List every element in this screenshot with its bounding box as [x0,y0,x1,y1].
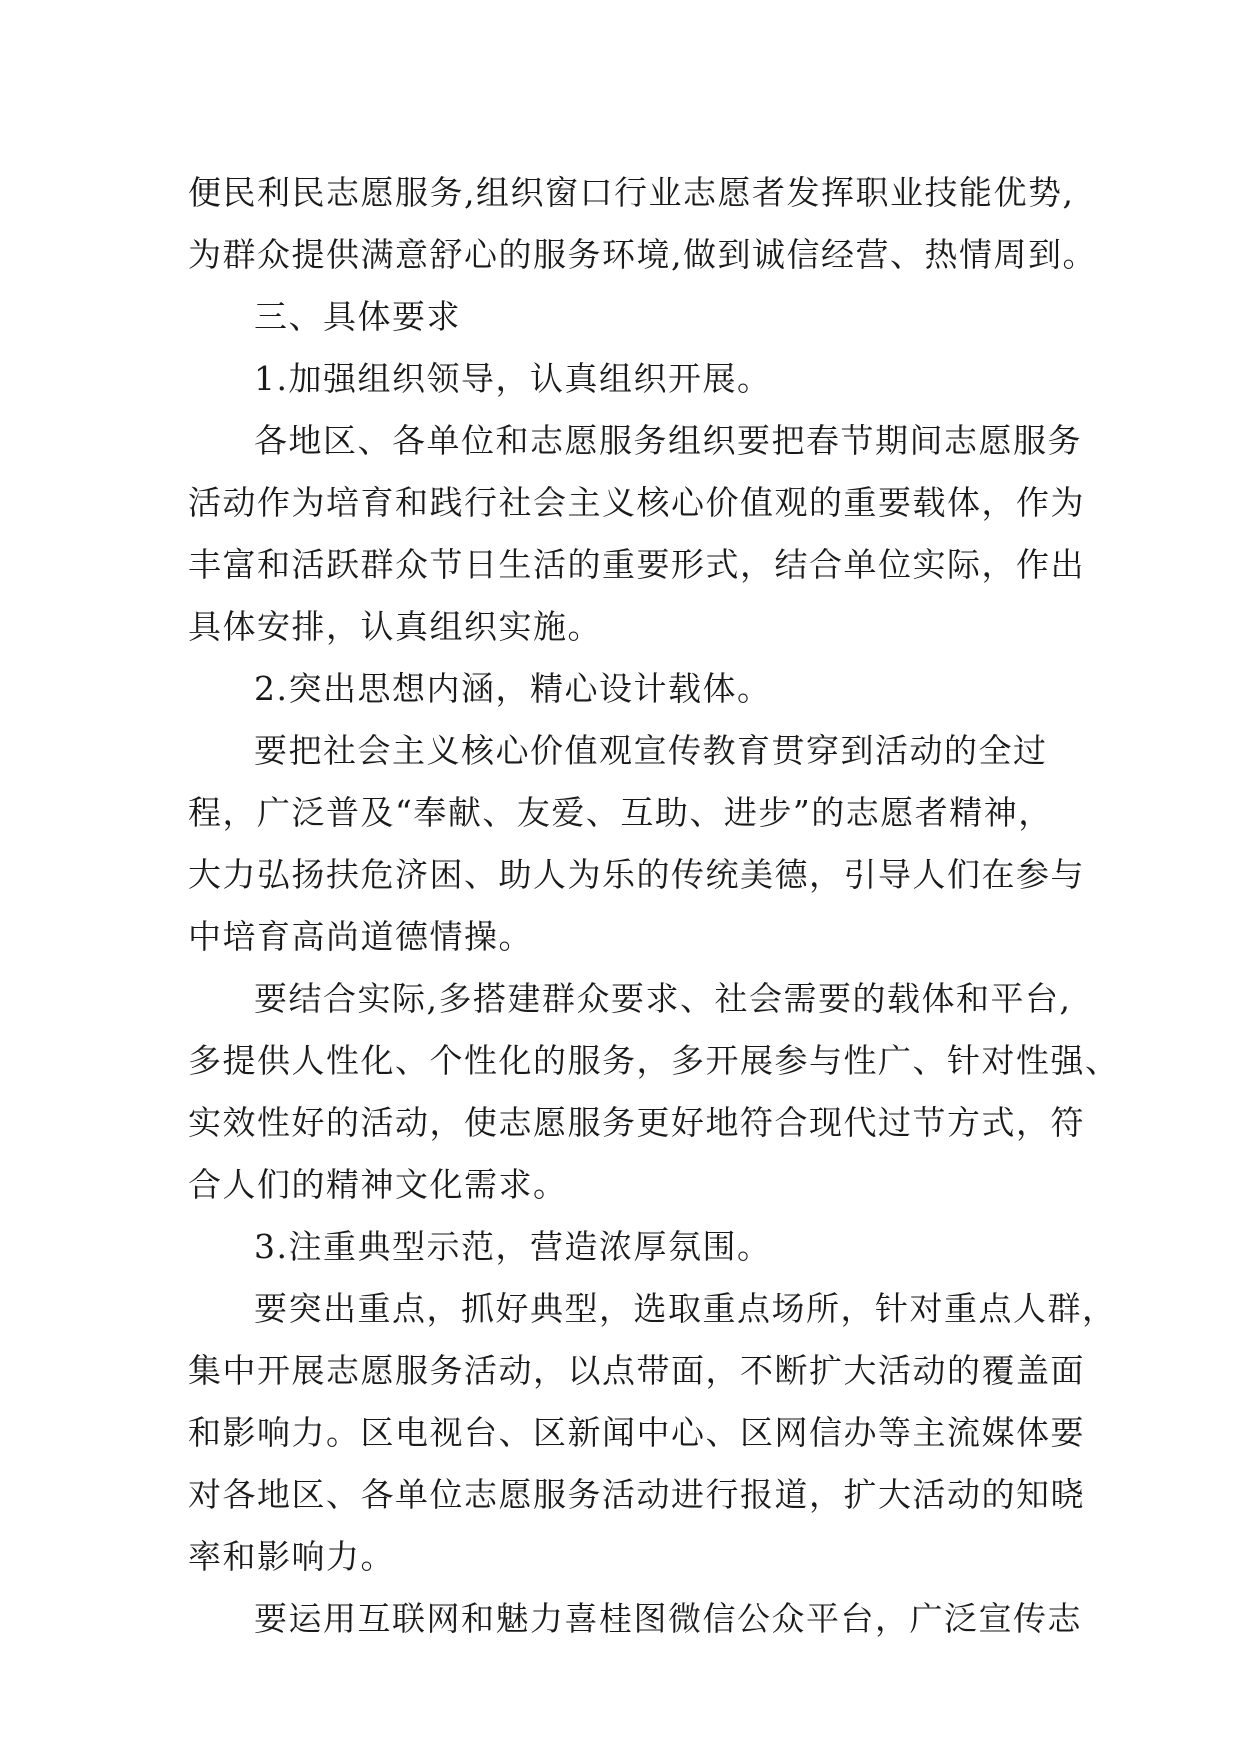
subsection-heading: 3.注重典型示范，营造浓厚氛围。 [254,1227,772,1266]
text-line: 实效性好的活动，使志愿服务更好地符合现代过节方式，符 [188,1103,1085,1142]
subsection-heading: 2.突出思想内涵，精心设计载体。 [254,669,772,708]
text-line: 各地区、各单位和志愿服务组织要把春节期间志愿服务 [254,421,1082,460]
text-line: 便民利民志愿服务,组织窗口行业志愿者发挥职业技能优势, [188,173,1075,212]
subsection-heading: 1.加强组织领导，认真组织开展。 [254,359,772,398]
text-line: 对各地区、各单位志愿服务活动进行报道，扩大活动的知晓 [188,1475,1085,1514]
text-line: 要运用互联网和魅力喜桂图微信公众平台，广泛宣传志 [254,1599,1082,1638]
text-line: 要把社会主义核心价值观宣传教育贯穿到活动的全过 [254,731,1048,770]
text-line: 合人们的精神文化需求。 [188,1165,568,1204]
text-line: 大力弘扬扶危济困、助人为乐的传统美德，引导人们在参与 [188,855,1085,894]
text-line: 要结合实际,多搭建群众要求、社会需要的载体和平台, [254,979,1072,1018]
document-body [188,162,1120,1650]
text-line: 率和影响力。 [188,1537,395,1576]
text-line: 和影响力。区电视台、区新闻中心、区网信办等主流媒体要 [188,1413,1085,1452]
section-heading: 三、具体要求 [254,297,461,336]
text-line: 具体安排，认真组织实施。 [188,607,602,646]
text-line: 集中开展志愿服务活动，以点带面，不断扩大活动的覆盖面 [188,1351,1085,1390]
text-line: 要突出重点，抓好典型，选取重点场所，针对重点人群， [254,1289,1117,1328]
text-line: 活动作为培育和践行社会主义核心价值观的重要载体，作为 [188,483,1085,522]
text-line: 程，广泛普及“奉献、友爱、互助、进步”的志愿者精神， [188,793,1053,832]
text-line: 中培育高尚道德情操。 [188,917,533,956]
text-line: 多提供人性化、个性化的服务，多开展参与性广、针对性强、 [188,1041,1120,1080]
text-line: 丰富和活跃群众节日生活的重要形式，结合单位实际，作出 [188,545,1085,584]
text-line: 为群众提供满意舒心的服务环境,做到诚信经营、热情周到。 [188,235,1097,274]
